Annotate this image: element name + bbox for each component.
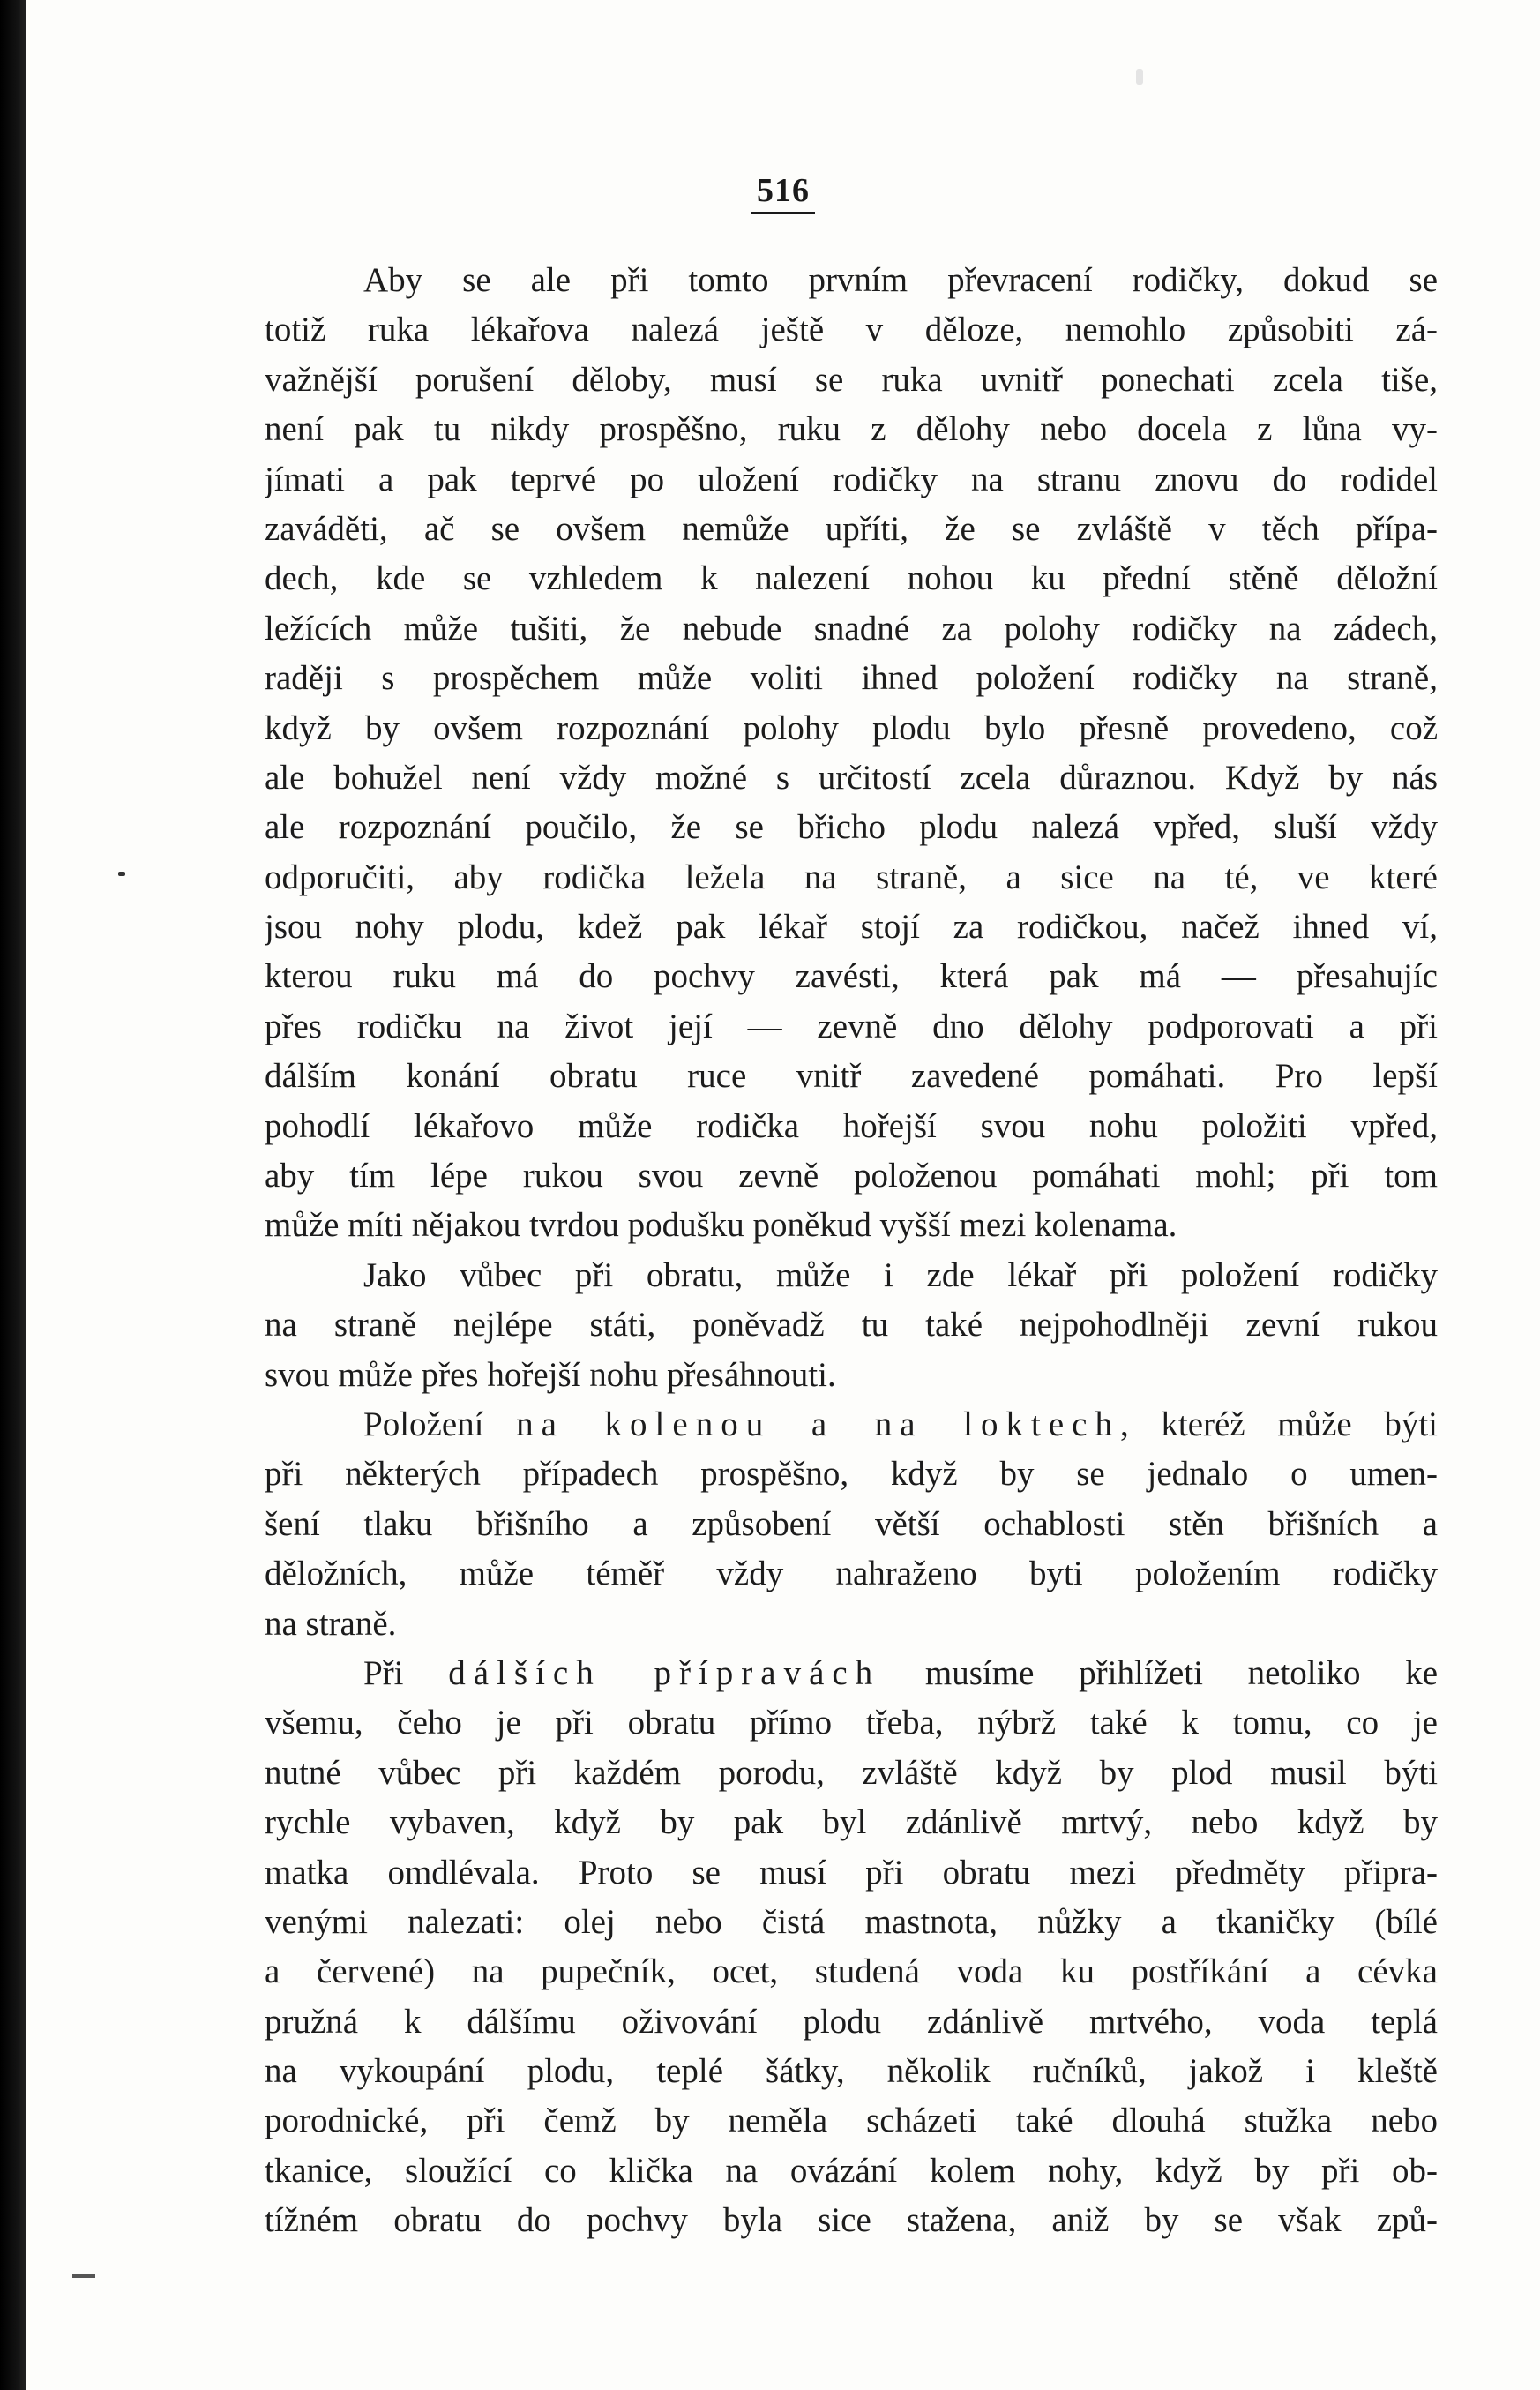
text-line: dálším konání obratu ruce vnitř zavedené pomáhati. Pro lepší: [265, 1057, 1438, 1096]
text-line: jsou nohy plodu, kdež pak lékař stojí za rodičkou, načež ihned ví,: [265, 908, 1438, 947]
paper-blemish: [1136, 69, 1143, 85]
text-segment: Položení: [363, 1405, 517, 1443]
text-line: pohodlí lékařovo může rodička hořejší svou nohu položiti vpřed,: [265, 1106, 1438, 1145]
text-line: na vykoupání plodu, teplé šátky, několik ručníků, jakož i kleště: [265, 2052, 1438, 2091]
text-segment: Při: [363, 1653, 449, 1692]
text-line: rychle vybaven, když by pak byl zdánlivě mrtvý, nebo když by: [265, 1803, 1438, 1842]
text-line: přes rodičku na život její — zevně dno dělohy podporovati a při: [265, 1007, 1438, 1045]
text-line: odporučiti, aby rodička ležela na straně, a sice na té, ve které: [265, 858, 1438, 896]
text-line: na straně nejlépe státi, poněvadž tu také nejpohodlněji zevní rukou: [265, 1306, 1438, 1345]
text-line: tkanice, sloužící co klička na ovázání kolem nohy, když by při ob-: [265, 2151, 1438, 2190]
text-line: [265, 1400, 1438, 1450]
book-page: [26, 0, 1540, 2390]
text-line: aby tím lépe rukou svou zevně položenou pomáhati mohl; při tom: [265, 1157, 1438, 1195]
spaced-heading-text: dálších přípravách: [448, 1653, 881, 1692]
scan-left-edge: [0, 0, 26, 2390]
text-line: všemu, čeho je při obratu přímo třeba, nýbrž také k tomu, co je: [265, 1704, 1438, 1742]
text-line: nutné vůbec při každém porodu, zvláště když by plod musil býti: [265, 1753, 1438, 1792]
text-line: važnější porušení děloby, musí se ruka uvnitř ponechati zcela tiše,: [265, 360, 1438, 399]
text-segment: , kteréž může býti: [1119, 1405, 1438, 1443]
text-line: raději s prospěchem může voliti ihned položení rodičky na straně,: [265, 659, 1438, 698]
text-line: když by ovšem rozpoznání polohy plodu bylo přesně provedeno, což: [265, 708, 1438, 747]
text-line: svou může přes hořejší nohu přesáhnouti.: [265, 1355, 836, 1394]
text-line: na straně.: [265, 1604, 397, 1643]
text-line: Jako vůbec při obratu, může i zde lékař při položení rodičky: [363, 1255, 1438, 1294]
text-line: může míti nějakou tvrdou podušku poněkud vyšší mezi kolenama.: [265, 1206, 1177, 1245]
page-number: 516: [751, 171, 815, 214]
text-line: děložních, může téměř vždy nahraženo byti položením rodičky: [265, 1555, 1438, 1593]
body-text: [265, 256, 1438, 2246]
text-line: kterou ruku má do pochvy zavésti, která pak má — přesahujíc: [265, 957, 1438, 996]
text-line: jímati a pak teprvé po uložení rodičky na stranu znovu do rodidel: [265, 460, 1438, 498]
text-line: a červené) na pupečník, ocet, studená voda ku postříkání a cévka: [265, 1952, 1438, 1991]
text-line: při některých případech prospěšno, když by se jednalo o umen-: [265, 1455, 1438, 1494]
text-line: není pak tu nikdy prospěšno, ruku z dělohy nebo docela z lůna vy-: [265, 410, 1438, 449]
text-line: dech, kde se vzhledem k nalezení nohou ku přední stěně děložní: [265, 559, 1438, 598]
text-line: Aby se ale při tomto prvním převracení rodičky, dokud se: [363, 261, 1438, 299]
margin-mark: [72, 2274, 95, 2278]
text-line: ležících může tušiti, že nebude snadné za polohy rodičky na zádech,: [265, 609, 1438, 648]
spaced-heading-text: na kolenou a na loktech: [516, 1405, 1120, 1443]
text-line: ale bohužel není vždy možné s určitostí zcela důraznou. Když by nás: [265, 758, 1438, 797]
text-line: šení tlaku břišního a způsobení větší ochablosti stěn břišních a: [265, 1504, 1438, 1543]
text-segment: musíme přihlížeti netoliko ke: [880, 1653, 1438, 1692]
text-line: [265, 1649, 1438, 1698]
margin-mark: [118, 872, 125, 876]
text-line: ale rozpoznání poučilo, že se břicho plodu nalezá vpřed, sluší vždy: [265, 808, 1438, 847]
text-line: matka omdlévala. Proto se musí při obratu mezi předměty připra-: [265, 1853, 1438, 1892]
text-line: venými nalezati: olej nebo čistá mastnota, nůžky a tkaničky (bílé: [265, 1902, 1438, 1941]
text-line: tížném obratu do pochvy byla sice stažena, aniž by se však způ-: [265, 2201, 1438, 2240]
text-line: totiž ruka lékařova nalezá ještě v děloze, nemohlo způsobiti zá-: [265, 311, 1438, 349]
page-header: [26, 171, 1540, 214]
text-line: porodnické, při čemž by neměla scházeti také dlouhá stužka nebo: [265, 2102, 1438, 2140]
text-line: zaváděti, ač se ovšem nemůže upříti, že se zvláště v těch přípa-: [265, 509, 1438, 548]
text-line: pružná k dálšímu oživování plodu zdánlivě mrtvého, voda teplá: [265, 2002, 1438, 2041]
